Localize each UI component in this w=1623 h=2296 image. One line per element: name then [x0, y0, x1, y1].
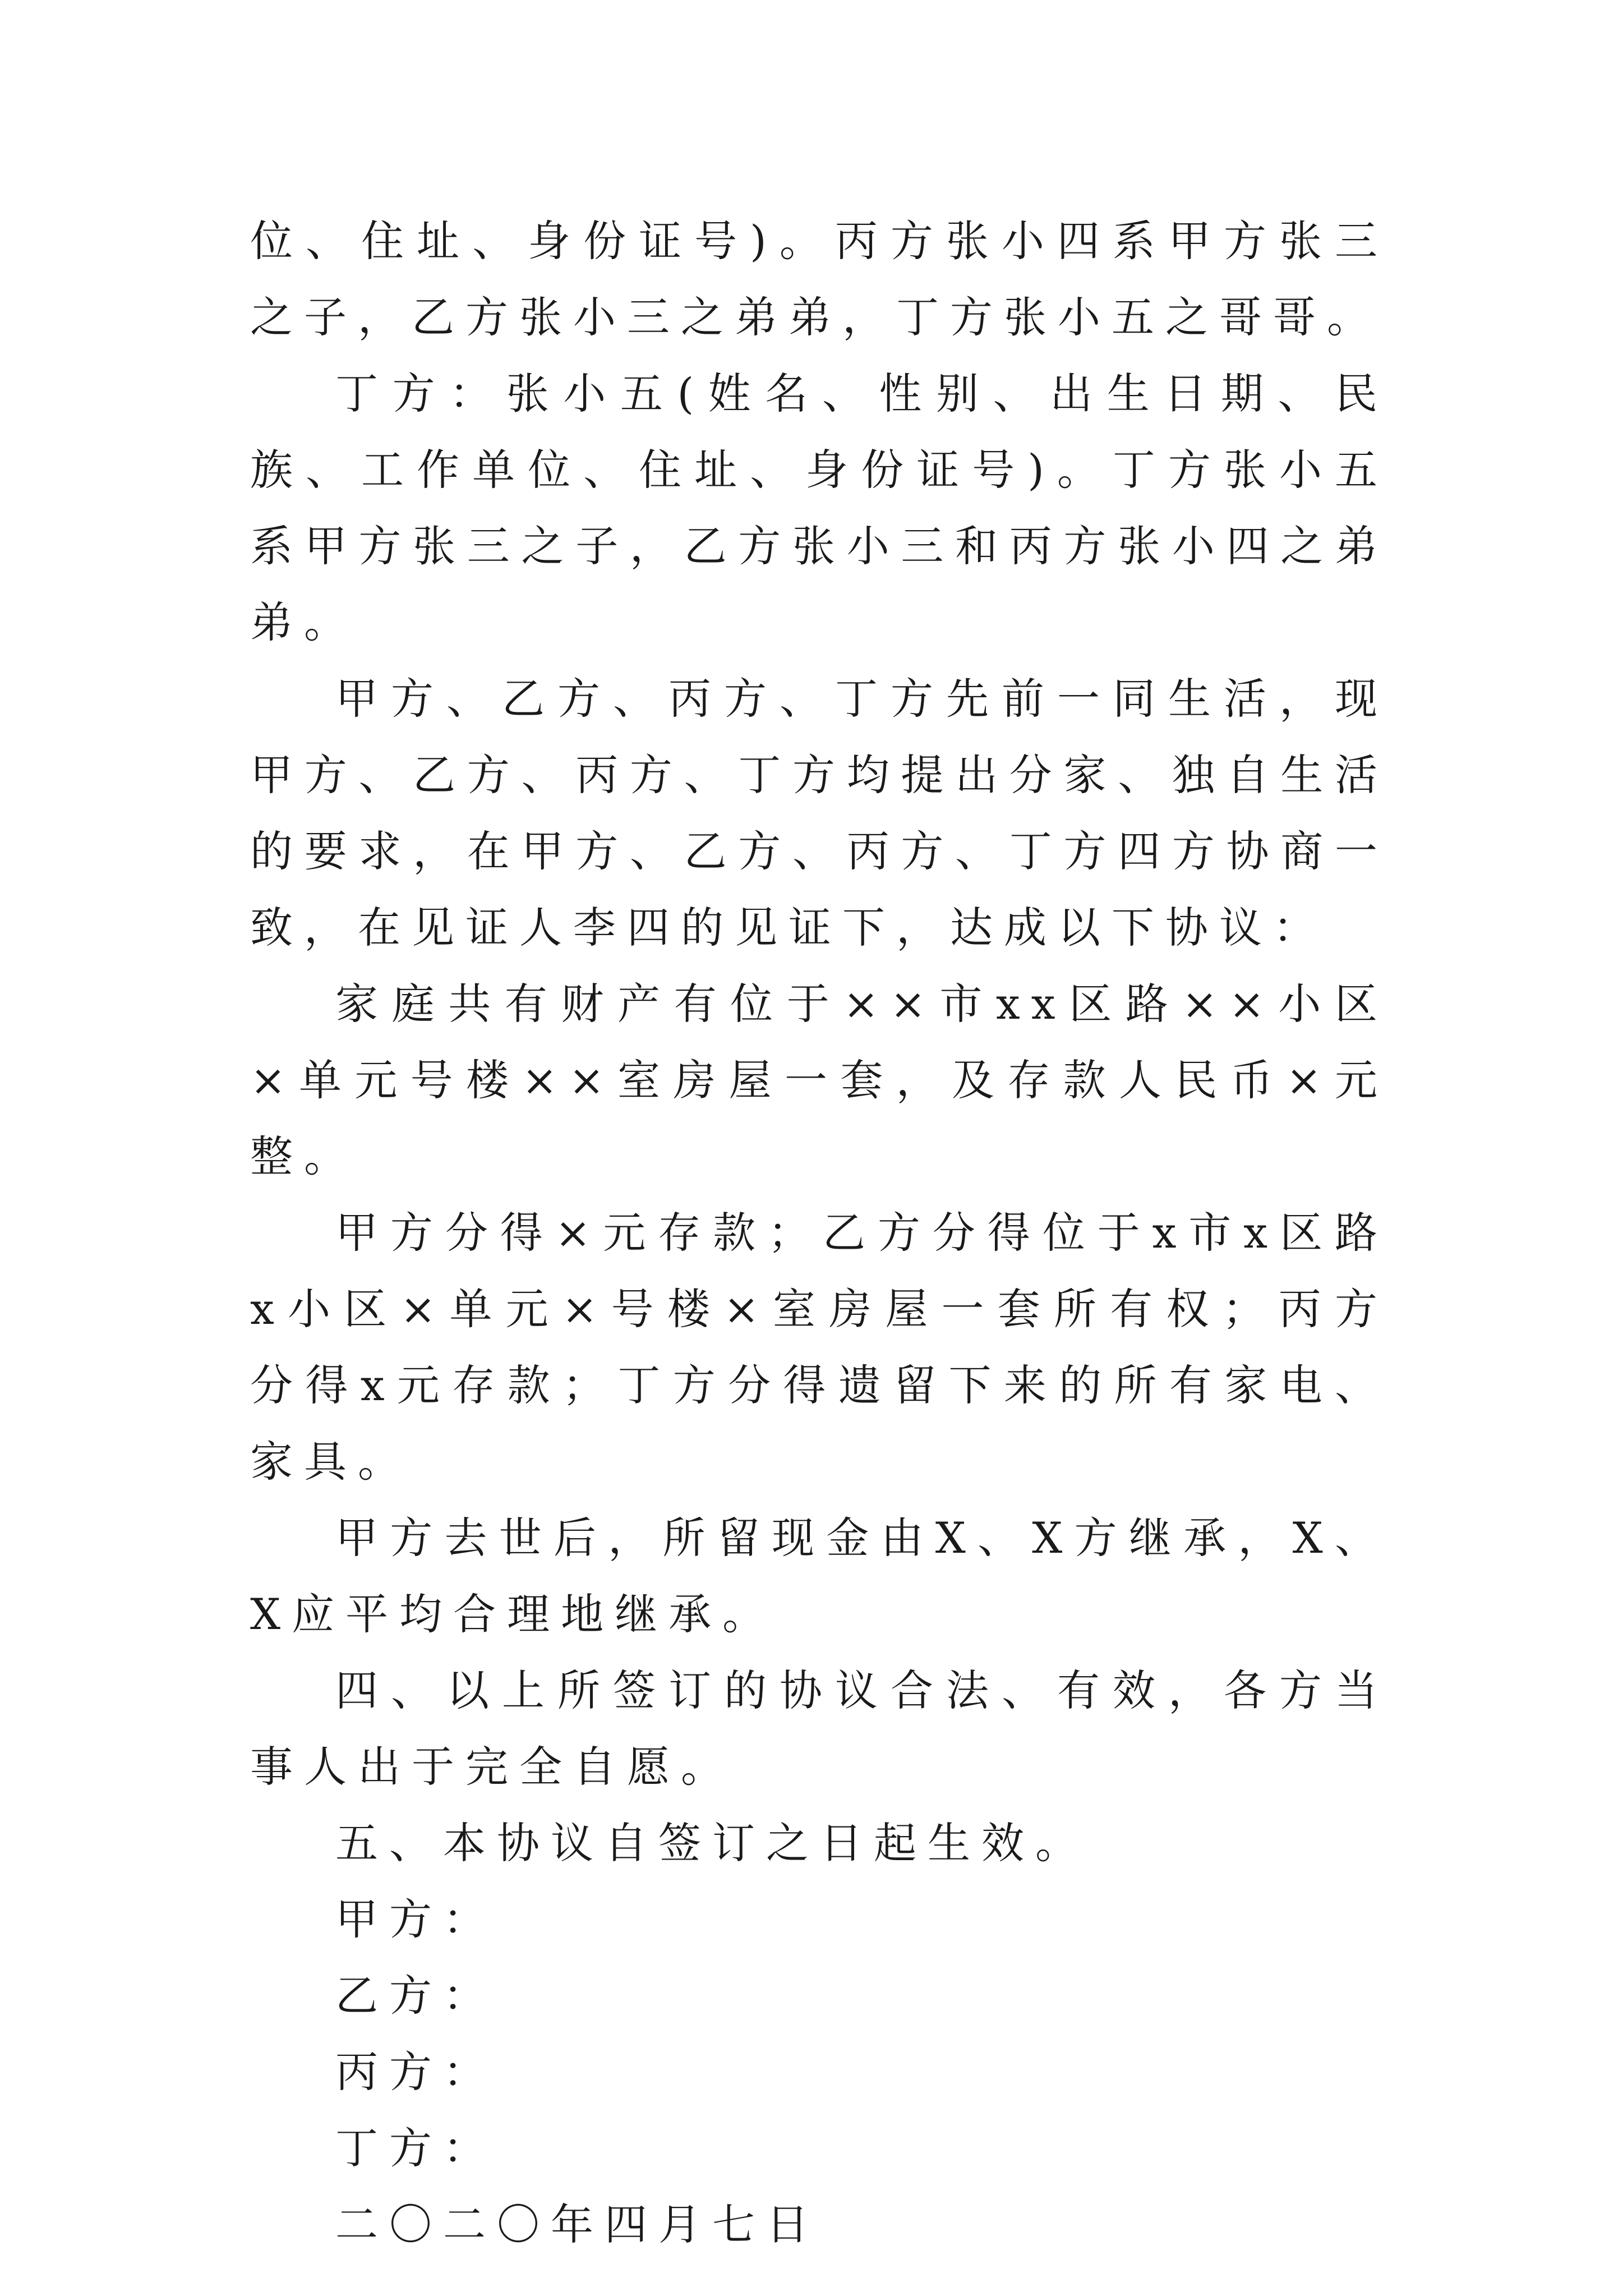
signature-jia: 甲方：	[335, 1894, 497, 1944]
paragraph-clause-five: 五、本协议自签订之日起生效。	[335, 1818, 1089, 1868]
signature-bing: 丙方：	[335, 2047, 497, 2097]
signature-yi: 乙方：	[335, 1971, 497, 2021]
document-body	[250, 203, 1389, 2263]
signing-date: 二〇二〇年四月七日	[335, 2200, 820, 2249]
paragraph-inheritance: 甲方去世后，所留现金由X、X方继承，X、X应平均合理地继承。	[250, 1513, 1389, 1639]
signature-ding: 丁方：	[335, 2123, 497, 2173]
paragraph-property-division: 甲方分得×元存款；乙方分得位于x市x区路x小区×单元×号楼×室房屋一套所有权；丙方分得x元存款；丁方分得遗留下来的所有家电、家具。	[250, 1208, 1389, 1487]
paragraph-continuation: 位、住址、身份证号)。丙方张小四系甲方张三之子，乙方张小三之弟弟，丁方张小五之哥哥。	[250, 216, 1389, 342]
paragraph-party-ding: 丁方：张小五(姓名、性别、出生日期、民族、工作单位、住址、身份证号)。丁方张小五系甲方张三之子，乙方张小三和丙方张小四之弟弟。	[250, 369, 1389, 647]
paragraph-shared-property: 家庭共有财产有位于××市xx区路××小区×单元号楼××室房屋一套，及存款人民币×元整。	[250, 979, 1389, 1181]
paragraph-clause-four: 四、以上所签订的协议合法、有效，各方当事人出于完全自愿。	[250, 1665, 1389, 1792]
paragraph-agreement-intro: 甲方、乙方、丙方、丁方先前一同生活，现甲方、乙方、丙方、丁方均提出分家、独自生活的要求，在甲方、乙方、丙方、丁方四方协商一致，在见证人李四的见证下，达成以下协议：	[250, 674, 1389, 953]
